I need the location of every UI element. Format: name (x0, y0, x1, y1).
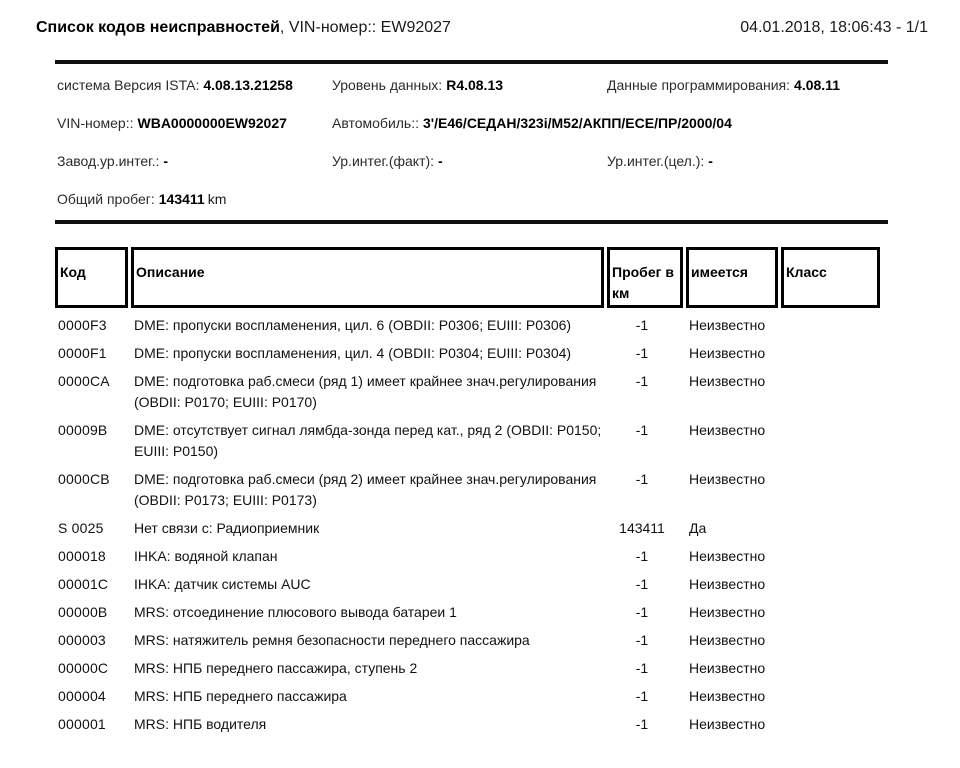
report-title-vin: , VIN-номер:: EW92027 (279, 19, 451, 36)
column-header-code: Код (55, 247, 128, 308)
field-label: VIN-номер:: (57, 115, 134, 131)
fault-present: Неизвестно (689, 716, 766, 732)
fault-description: MRS: отсоединение плюсового вывода батареи 1 (134, 604, 457, 620)
table-row (55, 511, 880, 539)
fault-code: 0000F3 (58, 317, 107, 333)
report-title: Список кодов неисправностей (36, 19, 280, 36)
fault-code: 000001 (58, 716, 106, 732)
fault-present: Да (689, 520, 707, 536)
fault-class (781, 567, 880, 595)
fault-class (781, 651, 880, 679)
fault-present: Неизвестно (689, 317, 766, 333)
fault-present: Неизвестно (689, 373, 766, 389)
field-unit: km (207, 191, 227, 207)
fault-class (781, 364, 880, 413)
fault-code: 00001C (58, 576, 109, 592)
field-label: Автомобиль:: (332, 115, 420, 131)
field-value: - (708, 153, 713, 169)
field-value: WBA0000000EW92027 (137, 115, 287, 131)
info-row-mileage (57, 190, 960, 208)
fault-code: 000004 (58, 688, 106, 704)
field-data-level (332, 76, 607, 94)
info-row-versions (57, 76, 960, 114)
fault-code: 00000C (58, 660, 109, 676)
fault-description: DME: пропуски воспламенения, цил. 6 (OBDII: P0306; EUIII: P0306) (134, 317, 572, 333)
field-label: Ур.интег.(цел.): (607, 153, 705, 169)
table-row (55, 364, 880, 413)
fault-class (781, 595, 880, 623)
table-row (55, 567, 880, 595)
fault-class (781, 308, 880, 336)
field-value: - (438, 153, 443, 169)
fault-mileage: -1 (635, 471, 649, 487)
fault-description: DME: пропуски воспламенения, цил. 4 (OBDII: P0304; EUIII: P0304) (134, 345, 572, 361)
fault-description: DME: отсутствует сигнал лямбда-зонда перед кат., ряд 2 (OBDII: P0150; EUIII: P0150) (134, 422, 602, 459)
fault-class (781, 413, 880, 462)
field-label: система Версия ISTA: (57, 77, 200, 93)
field-value: 3'/E46/СЕДАН/323i/M52/АКПП/ECE/ПР/2000/04 (423, 115, 732, 131)
fault-description: Нет связи с: Радиоприемник (134, 520, 320, 536)
fault-description: MRS: НПБ переднего пассажира, ступень 2 (134, 660, 418, 676)
divider-table (55, 220, 888, 224)
fault-mileage: -1 (635, 716, 649, 732)
field-label: Данные программирования: (607, 77, 791, 93)
table-row (55, 336, 880, 364)
fault-mileage: -1 (635, 660, 649, 676)
fault-class (781, 511, 880, 539)
info-row-integration (57, 152, 960, 190)
fault-description: MRS: НПБ водителя (134, 716, 267, 732)
fault-class (781, 679, 880, 707)
divider-top (55, 60, 888, 64)
fault-class (781, 539, 880, 567)
fault-code: 0000CA (58, 373, 110, 389)
fault-mileage: -1 (635, 688, 649, 704)
fault-present: Неизвестно (689, 660, 766, 676)
field-value: - (163, 153, 169, 169)
field-vehicle (332, 114, 960, 132)
fault-class (781, 623, 880, 651)
fault-mileage: -1 (635, 576, 649, 592)
table-row (55, 413, 880, 462)
table-row (55, 595, 880, 623)
fault-class (781, 462, 880, 511)
fault-code: 00000B (58, 604, 108, 620)
field-label: Уровень данных: (332, 77, 443, 93)
header-row (55, 247, 880, 308)
report-header (0, 0, 960, 38)
page-title (36, 18, 451, 38)
fault-present: Неизвестно (689, 548, 766, 564)
column-header-mileage: Пробег в км (607, 247, 683, 308)
table-row (55, 707, 880, 735)
table-row (55, 651, 880, 679)
fault-mileage: -1 (635, 317, 649, 333)
table-row (55, 679, 880, 707)
fault-mileage: -1 (635, 548, 649, 564)
fault-code-table (52, 247, 883, 735)
field-value: 4.08.11 (794, 77, 840, 93)
column-header-description: Описание (131, 247, 604, 308)
fault-mileage: 143411 (619, 520, 665, 536)
column-header-class: Класс (781, 247, 880, 308)
fault-present: Неизвестно (689, 576, 766, 592)
fault-table-body (55, 308, 880, 735)
field-system-version (57, 76, 332, 94)
fault-mileage: -1 (635, 422, 649, 438)
fault-present: Неизвестно (689, 632, 766, 648)
fault-code: 00009B (58, 422, 108, 438)
fault-code: 0000CB (58, 471, 110, 487)
vehicle-info-block (57, 76, 960, 208)
fault-code: 000018 (58, 548, 106, 564)
fault-present: Неизвестно (689, 688, 766, 704)
table-row (55, 539, 880, 567)
report-datetime-page: 04.01.2018, 18:06:43 - 1/1 (740, 19, 928, 36)
fault-present: Неизвестно (689, 604, 766, 620)
fault-mileage: -1 (635, 632, 649, 648)
field-value: 143411 (158, 191, 205, 207)
field-value: R4.08.13 (446, 77, 504, 93)
table-row (55, 623, 880, 651)
info-row-vehicle (57, 114, 960, 152)
fault-description: MRS: натяжитель ремня безопасности переднего пассажира (134, 632, 530, 648)
field-vin (57, 114, 332, 132)
fault-present: Неизвестно (689, 471, 766, 487)
field-factory-int-level (57, 152, 332, 170)
fault-table-header (55, 247, 880, 308)
fault-present: Неизвестно (689, 422, 766, 438)
field-int-level-target (607, 152, 960, 170)
table-row (55, 308, 880, 336)
field-value: 4.08.13.21258 (203, 77, 293, 93)
fault-present: Неизвестно (689, 345, 766, 361)
fault-mileage: -1 (635, 345, 649, 361)
fault-description: IHKA: водяной клапан (134, 548, 278, 564)
fault-class (781, 707, 880, 735)
field-label: Завод.ур.интег.: (57, 153, 160, 169)
fault-description: DME: подготовка раб.смеси (ряд 1) имеет крайнее знач.регулирования (OBDII: P0170; EUIII: P0170) (134, 373, 597, 410)
fault-class (781, 336, 880, 364)
table-row (55, 462, 880, 511)
field-int-level-actual (332, 152, 607, 170)
column-header-present: имеется (686, 247, 778, 308)
fault-code: 000003 (58, 632, 106, 648)
fault-description: IHKA: датчик системы AUC (134, 576, 311, 592)
field-label: Ур.интег.(факт): (332, 153, 435, 169)
field-label: Общий пробег: (57, 191, 155, 207)
fault-mileage: -1 (635, 373, 649, 389)
fault-code: S 0025 (58, 520, 104, 536)
fault-code: 0000F1 (58, 345, 107, 361)
fault-mileage: -1 (635, 604, 649, 620)
fault-description: DME: подготовка раб.смеси (ряд 2) имеет крайнее знач.регулирования (OBDII: P0173; EUIII: P0173) (134, 471, 597, 508)
field-programming-data (607, 76, 960, 94)
fault-description: MRS: НПБ переднего пассажира (134, 688, 347, 704)
field-total-mileage (57, 190, 332, 208)
